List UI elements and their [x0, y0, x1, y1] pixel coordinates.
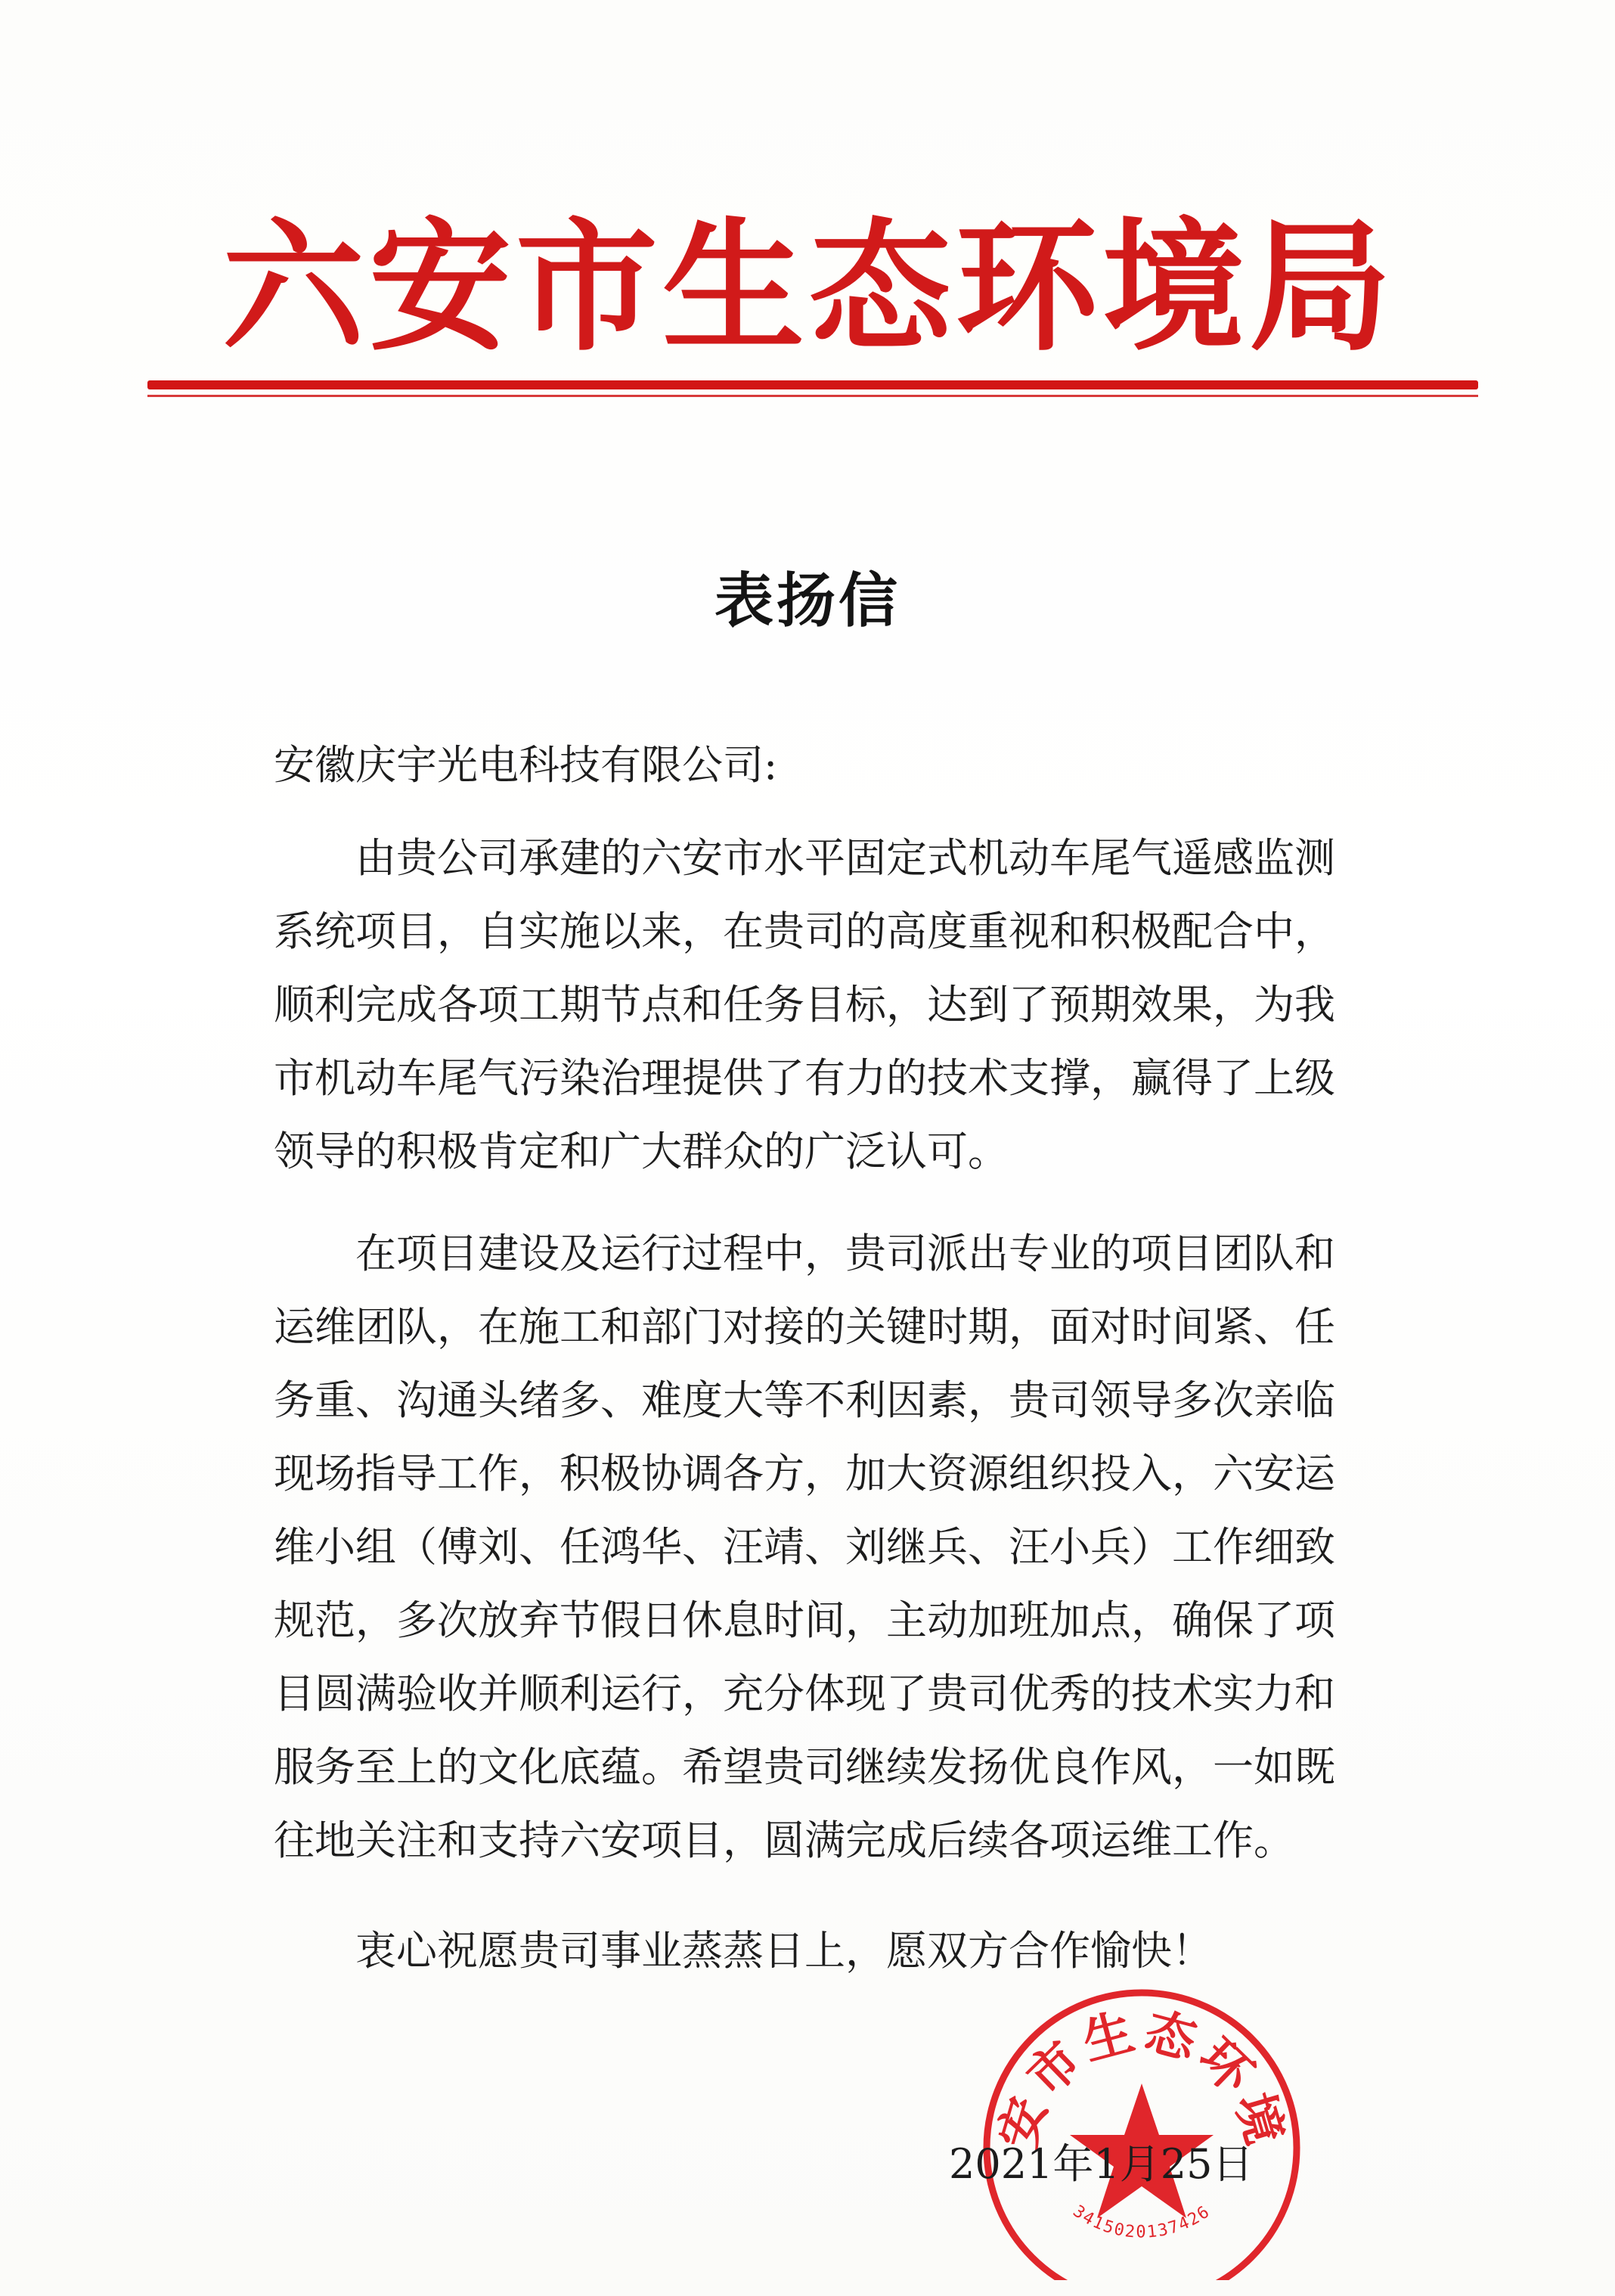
body-line: 规范，多次放弃节假日休息时间，主动加班加点，确保了项 — [274, 1596, 1335, 1644]
official-seal — [964, 1970, 1312, 2280]
body-line: 领导的积极肯定和广大群众的广泛认可。 — [274, 1128, 1009, 1175]
body-line: 系统项目，自实施以来，在贵司的高度重视和积极配合中， — [274, 908, 1335, 955]
body-line: 往地关注和支持六安项目，圆满完成后续各项运维工作。 — [274, 1817, 1294, 1864]
letterhead-org-name: 六安市生态环境局 — [222, 203, 1396, 371]
seal-org-text: 安市生态环境 — [987, 2000, 1296, 2155]
letter-date: 2021年1月25日 — [949, 2140, 1254, 2188]
seal-code-text: 3415020137426 — [1069, 2201, 1214, 2242]
body-line: 顺利完成各项工期节点和任务目标，达到了预期效果，为我 — [274, 981, 1335, 1029]
letterhead-rule-thick — [147, 380, 1478, 389]
body-line: 务重、沟通头绪多、难度大等不利因素，贵司领导多次亲临 — [274, 1376, 1335, 1424]
letter-title: 表扬信 — [714, 566, 900, 635]
letterhead-rule-thin — [147, 395, 1478, 397]
body-line: 现场指导工作，积极协调各方，加大资源组织投入，六安运 — [274, 1450, 1335, 1497]
closing-line: 衷心祝愿贵司事业蒸蒸日上，愿双方合作愉快！ — [355, 1927, 1213, 1975]
body-line: 由贵公司承建的六安市水平固定式机动车尾气遥感监测 — [355, 834, 1335, 882]
body-line: 运维团队，在施工和部门对接的关键时期，面对时间紧、任 — [274, 1303, 1335, 1351]
body-line: 市机动车尾气污染治理提供了有力的技术支撑，赢得了上级 — [274, 1054, 1335, 1102]
body-line: 维小组（傅刘、任鸿华、汪靖、刘继兵、汪小兵）工作细致 — [274, 1523, 1335, 1571]
body-line: 目圆满验收并顺利运行，充分体现了贵司优秀的技术实力和 — [274, 1670, 1335, 1717]
svg-text:3415020137426 — [1069, 2202, 1214, 2242]
body-line: 服务至上的文化底蕴。希望贵司继续发扬优良作风，一如既 — [274, 1743, 1335, 1791]
body-line: 在项目建设及运行过程中，贵司派出专业的项目团队和 — [355, 1230, 1335, 1277]
letter-salutation: 安徽庆宇光电科技有限公司: — [274, 741, 778, 789]
